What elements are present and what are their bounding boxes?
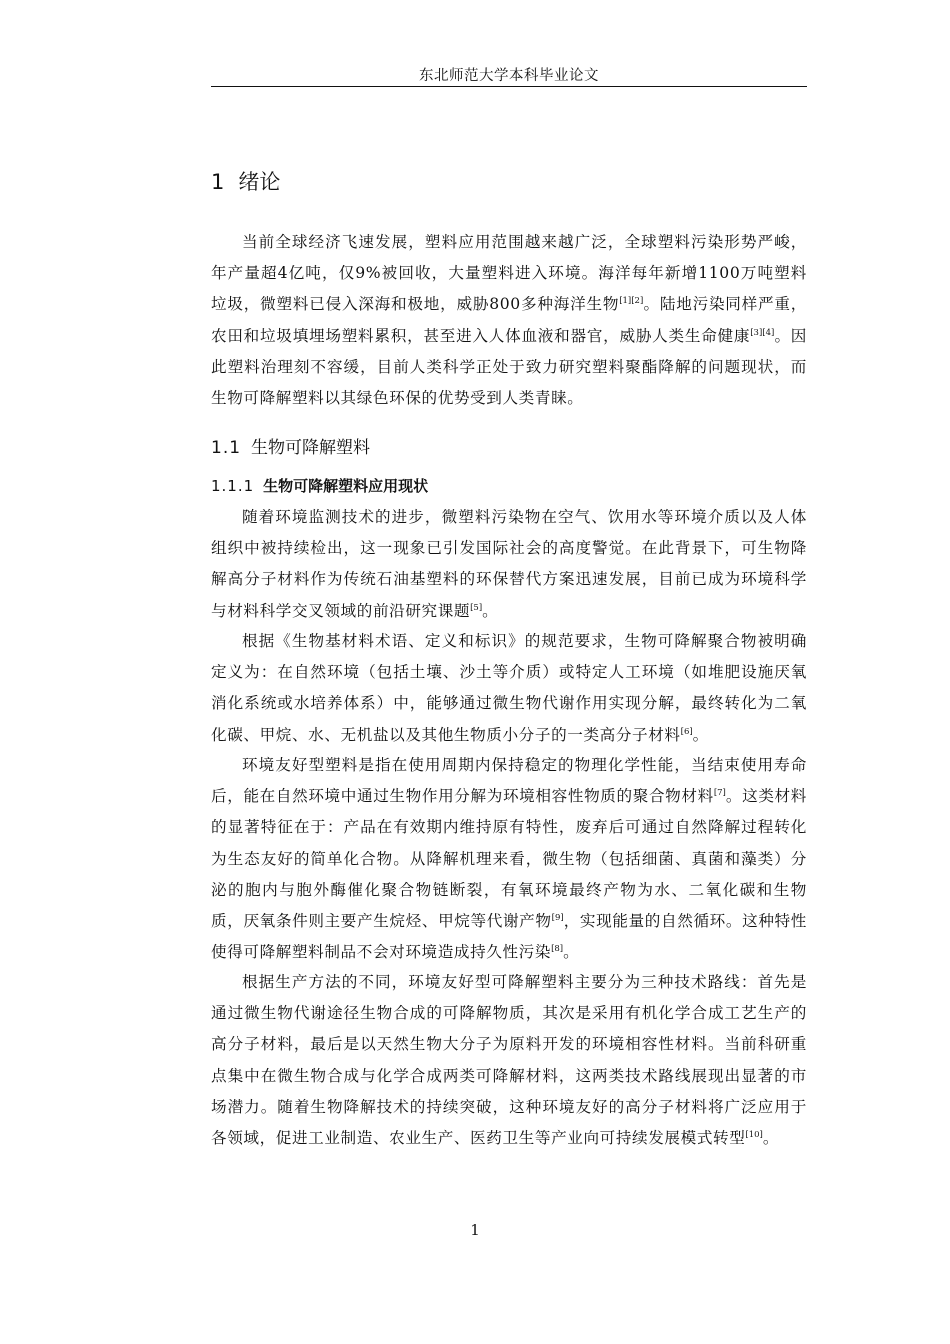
citation: [1][2] <box>619 296 644 307</box>
paragraph-text: 。 <box>692 725 709 744</box>
chapter-title <box>211 166 280 196</box>
paragraph-text: ，实现能量的自然循环。这种特性使得可降解塑料制品不会对环境造成持久性污染 <box>211 912 807 962</box>
paragraph-text: 。 <box>762 1129 780 1148</box>
chapter-number: 1 <box>211 170 225 194</box>
citation: [9] <box>551 913 564 924</box>
citation: [3][4] <box>750 327 775 338</box>
paragraph-text: 。这类材料的显著特征在于：产品在有效期内维持原有特性，废弃后可通过自然降解过程转化为生态友好的简单化合物。从降解机理来看，微生物（包括细菌、真菌和藻类）分泌的胞内与胞外酶催化聚合物链断裂，有氧环境最终产物为水、二氧化碳和生物质，厌氧条件则主要产生烷烃、甲烷等代谢产物 <box>211 787 807 931</box>
paragraph-text: 当前全球经济飞速发展，塑料应用范围越来越广泛，全球塑料污染形势严峻，年产量超4亿吨，仅9%被回收，大量塑料进入环境。海洋每年新增1100万吨塑料垃圾，微塑料已侵入深海和极地，威胁800多种海洋生物 <box>211 233 807 314</box>
section-title-text: 生物可降解塑料 <box>251 438 371 458</box>
subsection-title-text: 生物可降解塑料应用现状 <box>263 477 429 495</box>
citation: [7] <box>713 788 726 799</box>
header-divider <box>211 86 807 87</box>
section-title <box>211 433 370 458</box>
citation: [10] <box>745 1130 763 1141</box>
subsection-title <box>211 475 428 496</box>
paragraph-text: 根据《生物基材料术语、定义和标识》的规范要求，生物可降解聚合物被明确定义为：在自然环境（包括土壤、沙土等介质）或特定人工环境（如堆肥设施厌氧消化系统或水培养体系）中，能够通过微生物代谢作用实现分解，最终转化为二氧化碳、甲烷、水、无机盐以及其他生物质小分子的一类高分子材料 <box>211 632 807 744</box>
paragraph-text: 。 <box>482 601 499 620</box>
paragraph-text: 根据生产方法的不同，环境友好型可降解塑料主要分为三种技术路线：首先是通过微生物代谢途径生物合成的可降解物质，其次是采用有机化学合成工艺生产的高分子材料，最后是以天然生物大分子为原料开发的环境相容性材料。当前科研重点集中在微生物合成与化学合成两类可降解材料，这两类技术路线展现出显著的市场潜力。随着生物降解技术的持续突破，这种环境友好的高分子材料将广泛应用于各领域，促进工业制造、农业生产、医药卫生等产业向可持续发展模式转型 <box>211 973 807 1148</box>
intro-paragraph <box>211 227 807 414</box>
body-paragraph <box>211 502 807 627</box>
subsection-number: 1.1.1 <box>211 477 255 495</box>
citation: [5] <box>470 602 483 613</box>
body-paragraph <box>211 967 807 1154</box>
citation: [6] <box>680 726 693 737</box>
page-number: 1 <box>470 1221 480 1239</box>
paragraph-text: 。因此塑料治理刻不容缓，目前人类科学正处于致力研究塑料聚酯降解的问题现状，而生物可降解塑料以其绿色环保的优势受到人类青睐。 <box>211 326 807 408</box>
page-header: 东北师范大学本科毕业论文 <box>419 68 599 84</box>
body-paragraph <box>211 750 807 968</box>
paragraph-text: 。 <box>563 943 580 962</box>
paragraph-text: 。陆地污染同样严重，农田和垃圾填埋场塑料累积，甚至进入人体血液和器官，威胁人类生命健康 <box>211 295 807 345</box>
citation: [8] <box>551 944 564 955</box>
paragraph-text: 环境友好型塑料是指在使用周期内保持稳定的物理化学性能，当结束使用寿命后，能在自然环境中通过生物作用分解为环境相容性物质的聚合物材料 <box>211 756 807 806</box>
section-number: 1.1 <box>211 438 242 458</box>
body-paragraph <box>211 626 807 751</box>
paragraph-text: 随着环境监测技术的进步，微塑料污染物在空气、饮用水等环境介质以及人体组织中被持续检出，这一现象已引发国际社会的高度警觉。在此背景下，可生物降解高分子材料作为传统石油基塑料的环保替代方案迅速发展，目前已成为环境科学与材料科学交叉领域的前沿研究课题 <box>211 508 807 620</box>
chapter-title-text: 绪论 <box>238 170 281 194</box>
